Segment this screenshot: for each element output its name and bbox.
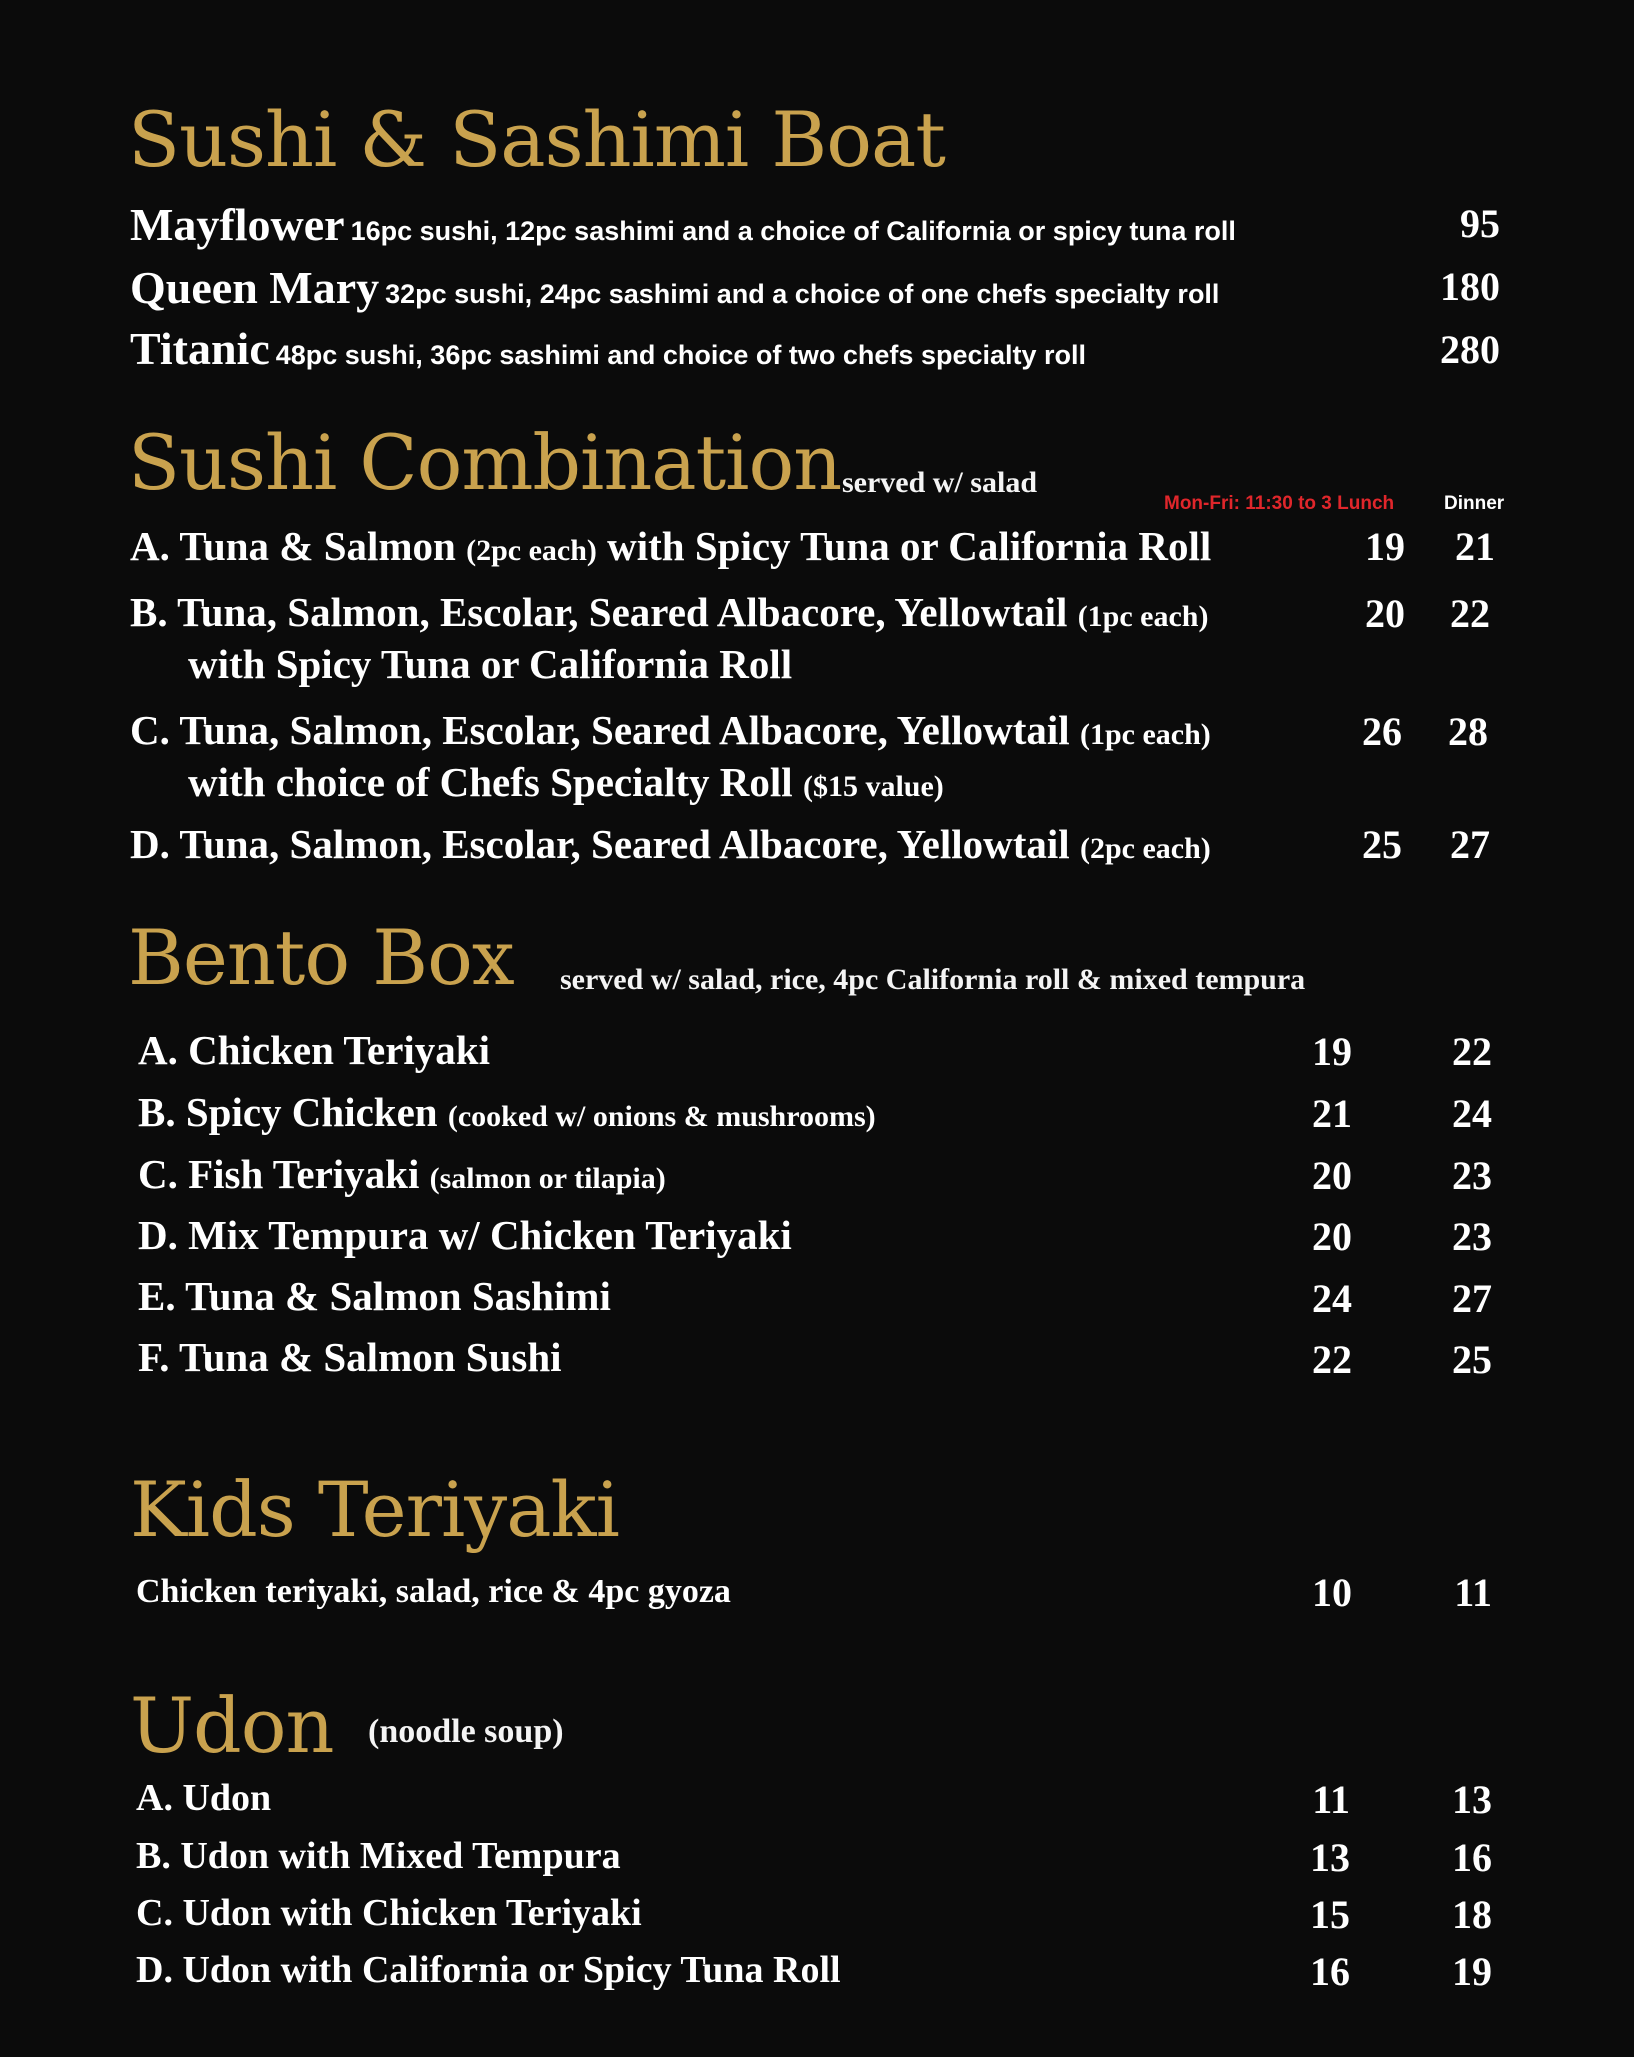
item-text: with Spicy Tuna or California Roll (596, 523, 1212, 569)
item-text: B. Spicy Chicken (138, 1089, 448, 1135)
combo-item-c (130, 706, 1211, 754)
dinner-price: 28 (1448, 709, 1488, 754)
dinner-price: 24 (1452, 1091, 1492, 1136)
udon-item-d: D. Udon with California or Spicy Tuna Roll (136, 1949, 841, 1991)
lunch-price: 19 (1365, 524, 1405, 569)
menu-item-queen-mary (130, 261, 1219, 314)
lunch-price: 16 (1310, 1949, 1350, 1994)
bento-title: Bento Box (128, 913, 514, 1002)
udon-item-c: C. Udon with Chicken Teriyaki (136, 1892, 642, 1934)
lunch-price: 20 (1312, 1214, 1352, 1259)
item-qualifier: ($15 value) (802, 770, 944, 803)
lunch-price: 25 (1362, 822, 1402, 867)
combo-item-a (130, 522, 1211, 570)
bento-item-f (138, 1333, 562, 1381)
item-description: 16pc sushi, 12pc sashimi and a choice of California or spicy tuna roll (350, 216, 1236, 246)
item-qualifier: (cooked w/ onions & mushrooms) (447, 1100, 876, 1133)
dinner-price: 16 (1452, 1835, 1492, 1880)
item-text: C. Fish Teriyaki (138, 1151, 430, 1197)
item-qualifier: (2pc each) (466, 534, 597, 567)
item-price: 95 (1460, 201, 1500, 246)
item-name: Mayflower (130, 199, 345, 250)
item-description: 48pc sushi, 36pc sashimi and choice of two chefs specialty roll (275, 340, 1087, 370)
kids-description: Chicken teriyaki, salad, rice & 4pc gyoza (136, 1573, 731, 1610)
dinner-price: 11 (1454, 1570, 1492, 1615)
lunch-price: 11 (1312, 1777, 1350, 1822)
boat-title: Sushi & Sashimi Boat (128, 95, 945, 184)
item-text: A. Chicken Teriyaki (138, 1027, 490, 1073)
dinner-price: 25 (1452, 1337, 1492, 1382)
item-text: E. Tuna & Salmon Sashimi (138, 1273, 611, 1319)
dinner-price: 22 (1450, 591, 1490, 636)
bento-item-d (138, 1211, 792, 1259)
udon-item-b: B. Udon with Mixed Tempura (136, 1835, 621, 1877)
kids-title: Kids Teriyaki (130, 1465, 619, 1554)
dinner-price: 22 (1452, 1029, 1492, 1074)
lunch-price: 21 (1312, 1091, 1352, 1136)
lunch-price: 13 (1310, 1835, 1350, 1880)
dinner-price: 19 (1452, 1949, 1492, 1994)
dinner-price: 13 (1452, 1777, 1492, 1822)
dinner-price: 18 (1452, 1892, 1492, 1937)
dinner-column-header: Dinner (1444, 493, 1505, 514)
lunch-price: 20 (1365, 591, 1405, 636)
item-name: Titanic (130, 323, 270, 374)
item-text: A. Tuna & Salmon (130, 523, 467, 569)
item-text: B. Tuna, Salmon, Escolar, Seared Albacore, Yellowtail (130, 589, 1078, 635)
dinner-price: 23 (1452, 1214, 1492, 1259)
item-text: with choice of Chefs Specialty Roll (188, 759, 803, 805)
combo-title: Sushi Combination (128, 418, 842, 507)
item-qualifier: (1pc each) (1079, 718, 1211, 751)
lunch-price: 26 (1362, 709, 1402, 754)
combo-item-b (130, 588, 1208, 636)
combo-note: served w/ salad (842, 466, 1037, 499)
lunch-price: 15 (1310, 1892, 1350, 1937)
udon-note: (noodle soup) (368, 1713, 564, 1750)
combo-item-d (130, 820, 1211, 868)
bento-item-a (138, 1026, 490, 1074)
lunch-price: 19 (1312, 1029, 1352, 1074)
bento-item-b (138, 1088, 876, 1136)
dinner-price: 23 (1452, 1153, 1492, 1198)
dinner-price: 27 (1450, 822, 1490, 867)
item-price: 180 (1440, 264, 1500, 309)
combo-item-c-line2 (188, 758, 944, 806)
lunch-price: 20 (1312, 1153, 1352, 1198)
lunch-price: 10 (1312, 1570, 1352, 1615)
lunch-price: 24 (1312, 1276, 1352, 1321)
udon-item-a: A. Udon (136, 1777, 272, 1819)
item-text: F. Tuna & Salmon Sushi (138, 1334, 562, 1380)
dinner-price: 21 (1455, 524, 1495, 569)
lunch-column-header: Mon-Fri: 11:30 to 3 Lunch (1164, 493, 1395, 514)
item-description: 32pc sushi, 24pc sashimi and a choice of one chefs specialty roll (385, 279, 1220, 309)
bento-note: served w/ salad, rice, 4pc California roll & mixed tempura (560, 963, 1306, 996)
dinner-price: 27 (1452, 1276, 1492, 1321)
item-qualifier: (2pc each) (1079, 832, 1211, 865)
item-name: Queen Mary (130, 262, 380, 313)
item-price: 280 (1440, 327, 1500, 372)
bento-item-e (138, 1272, 611, 1320)
combo-item-b-line2: with Spicy Tuna or California Roll (188, 641, 793, 687)
item-text: D. Mix Tempura w/ Chicken Teriyaki (138, 1212, 792, 1258)
menu-item-mayflower (130, 198, 1236, 251)
item-qualifier: (1pc each) (1077, 600, 1209, 633)
udon-title: Udon (130, 1681, 334, 1770)
item-qualifier: (salmon or tilapia) (429, 1162, 666, 1195)
lunch-price: 22 (1312, 1337, 1352, 1382)
item-text: C. Tuna, Salmon, Escolar, Seared Albacore, Yellowtail (130, 707, 1080, 753)
bento-item-c (138, 1150, 666, 1198)
item-text: D. Tuna, Salmon, Escolar, Seared Albacore, Yellowtail (130, 821, 1080, 867)
menu-item-titanic (130, 322, 1086, 375)
